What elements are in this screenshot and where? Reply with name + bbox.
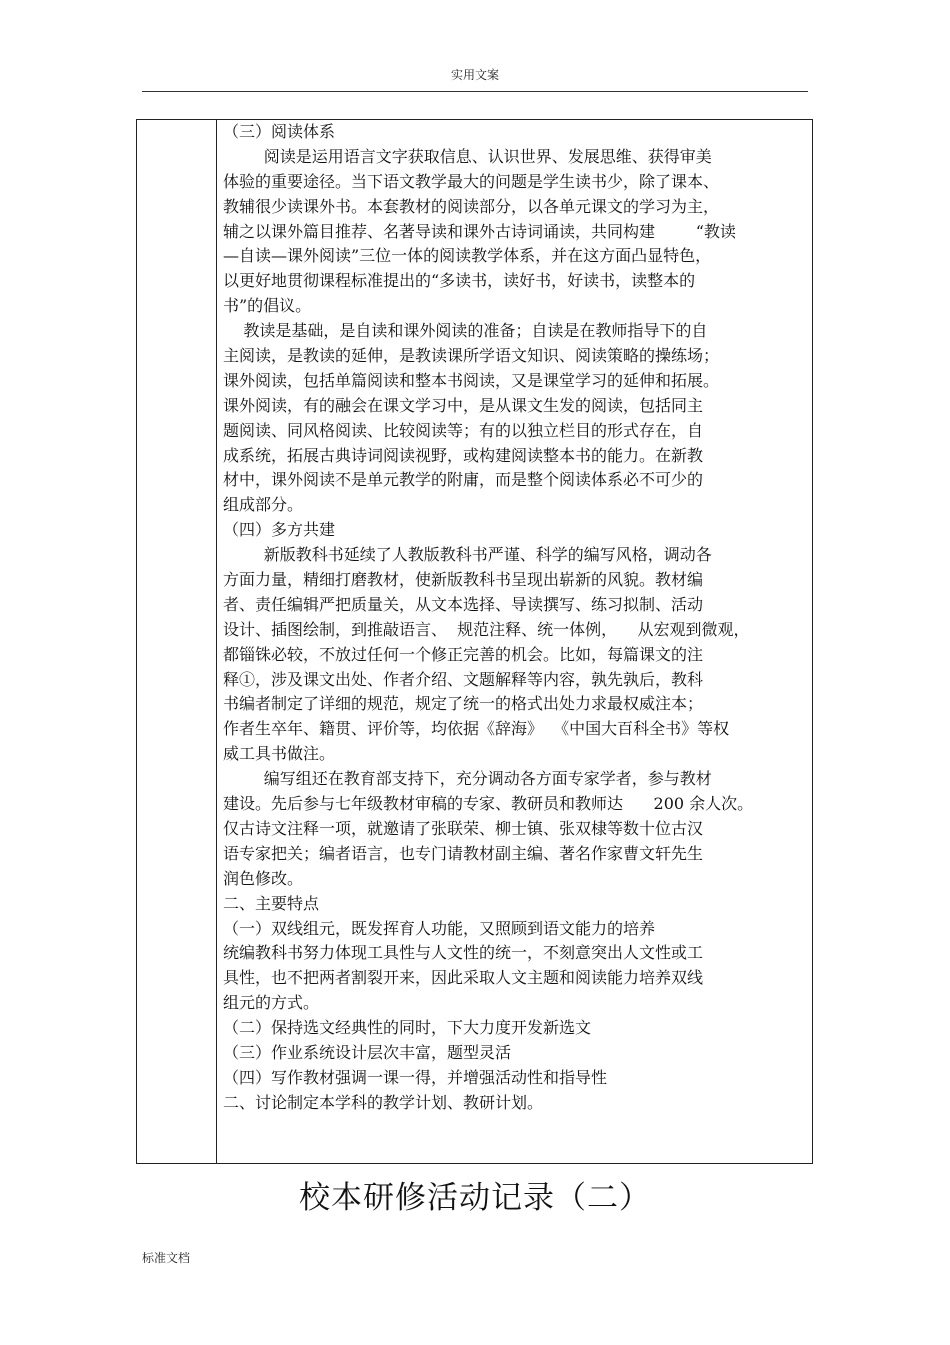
- page-header: 实用文案: [450, 68, 499, 82]
- content-line: 主阅读，是教读的延伸，是教读课所学语文知识、阅读策略的操练场；: [223, 346, 720, 366]
- page-footer: 标准文档: [142, 1251, 191, 1265]
- content-line: 语专家把关；编者语言，也专门请教材副主编、著名作家曹文轩先生: [223, 843, 704, 863]
- content-line: （四）多方共建: [223, 520, 336, 540]
- content-line: （三）阅读体系: [223, 122, 336, 141]
- content-line: 建设。先后参与七年级教材审稿的专家、教研员和教师达 200 余人次。: [223, 794, 754, 814]
- content-line: 书编者制定了详细的规范，规定了统一的格式出处力求最权威注本；: [223, 694, 704, 714]
- document-title: 校本研修活动记录（二）: [299, 1180, 651, 1216]
- content-line: （四）写作教材强调一课一得，并增强活动性和指导性: [223, 1067, 608, 1087]
- content-line: 教辅很少读课外书。本套教材的阅读部分，以各单元课文的学习为主，: [223, 196, 720, 216]
- content-line: （三）作业系统设计层次丰富，题型灵活: [223, 1042, 512, 1062]
- content-line: 都锱铢必较，不放过任何一个修正完善的机会。比如，每篇课文的注: [223, 644, 704, 664]
- content-line: 仅古诗文注释一项，就邀请了张联荣、柳士镇、张双棣等数十位古汉: [223, 818, 704, 838]
- content-line: 教读是基础，是自读和课外阅读的准备；自读是在教师指导下的自: [223, 321, 708, 341]
- content-line: 作者生卒年、籍贯、评价等，均依据《辞海》 《中国大百科全书》等权: [223, 719, 730, 739]
- content-line: 新版教科书延续了人教版教科书严谨、科学的编写风格，调动各: [223, 545, 712, 565]
- content-line: 二、主要特点: [223, 893, 320, 913]
- content-line: 润色修改。: [223, 868, 304, 888]
- content-line: 编写组还在教育部支持下，充分调动各方面专家学者，参与教材: [223, 769, 712, 789]
- content-line: 以更好地贯彻课程标准提出的“多读书，读好书，好读书，读整本的: [223, 271, 696, 291]
- content-line: 设计、插图绘制，到推敲语言、 规范注释、统一体例， 从宏观到微观，: [223, 619, 750, 639]
- content-line: 阅读是运用语言文字获取信息、认识世界、发展思维、获得审美: [223, 146, 712, 166]
- content-line: 课外阅读，有的融会在课文学习中，是从课文生发的阅读，包括同主: [223, 395, 704, 415]
- record-table: [136, 119, 813, 1164]
- content-line: （二）保持选文经典性的同时，下大力度开发新选文: [223, 1018, 592, 1038]
- content-line: 题阅读、同风格阅读、比较阅读等；有的以独立栏目的形式存在，自: [223, 420, 704, 440]
- table-content-cell: [223, 120, 813, 1116]
- content-line: 统编教科书努力体现工具性与人文性的统一，不刻意突出人文性或工: [223, 943, 704, 963]
- content-line: 材中，课外阅读不是单元教学的附庸，而是整个阅读体系必不可少的: [223, 470, 704, 490]
- content-line: —自读—课外阅读”三位一体的阅读教学体系，并在这方面凸显特色，: [223, 246, 712, 266]
- content-line: 释①，涉及课文出处、作者介绍、文题解释等内容，孰先孰后，教科: [223, 669, 704, 689]
- content-line: 威工具书做注。: [223, 744, 336, 764]
- content-line: 具性，也不把两者割裂开来，因此采取人文主题和阅读能力培养双线: [223, 968, 704, 988]
- content-line: 者、责任编辑严把质量关，从文本选择、导读撰写、练习拟制、活动: [223, 594, 704, 614]
- content-line: 成系统，拓展古典诗词阅读视野，或构建阅读整本书的能力。在新教: [223, 445, 704, 465]
- content-line: 方面力量，精细打磨教材，使新版教科书呈现出崭新的风貌。教材编: [223, 570, 704, 590]
- content-line: 书”的倡议。: [223, 296, 312, 316]
- table-column-divider: [216, 120, 217, 1163]
- content-line: （一）双线组元，既发挥育人功能，又照顾到语文能力的培养: [223, 918, 656, 938]
- content-line: 课外阅读，包括单篇阅读和整本书阅读，又是课堂学习的延伸和拓展。: [223, 370, 720, 390]
- content-line: 二、讨论制定本学科的教学计划、教研计划。: [223, 1092, 544, 1112]
- content-line: 组元的方式。: [223, 993, 320, 1013]
- content-line: 组成部分。: [223, 495, 304, 515]
- header-rule: [142, 91, 808, 92]
- content-line: 体验的重要途径。当下语文教学最大的问题是学生读书少，除了课本、: [223, 171, 720, 191]
- content-line: 辅之以课外篇目推荐、名著导读和课外古诗词诵读，共同构建 “教读: [223, 221, 736, 241]
